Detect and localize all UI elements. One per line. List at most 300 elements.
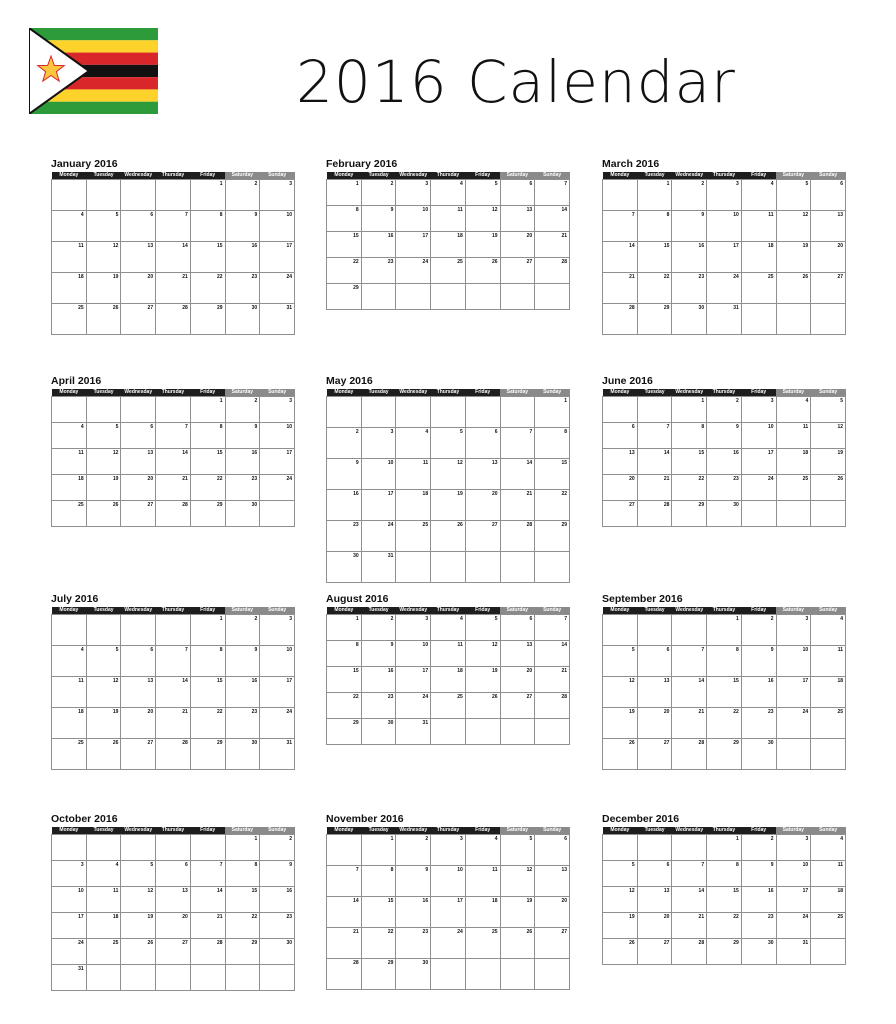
day-cell — [707, 739, 742, 770]
day-number: 13 — [663, 678, 670, 684]
day-cell — [811, 475, 846, 501]
week-row — [327, 641, 570, 667]
day-cell — [603, 677, 638, 708]
day-number: 15 — [216, 678, 223, 684]
day-number: 23 — [251, 476, 258, 482]
day-number: 9 — [254, 424, 258, 430]
weekday-header: Monday — [603, 389, 638, 397]
day-cell — [190, 615, 225, 646]
weekday-header: Friday — [190, 607, 225, 615]
week-row — [327, 835, 570, 866]
day-cell — [637, 939, 672, 965]
week-row — [52, 646, 295, 677]
day-cell — [707, 242, 742, 273]
day-number: 28 — [561, 694, 567, 700]
day-number: 29 — [387, 960, 394, 966]
week-row — [603, 242, 846, 273]
day-number: 14 — [629, 243, 635, 249]
day-number: 7 — [666, 424, 670, 430]
month-calendar — [602, 375, 846, 527]
day-number: 17 — [767, 450, 774, 456]
day-cell — [86, 615, 121, 646]
day-number: 20 — [526, 668, 533, 674]
day-number: 27 — [663, 940, 670, 946]
day-number: 6 — [185, 862, 188, 868]
day-cell — [121, 939, 156, 965]
week-row — [52, 965, 295, 991]
day-cell — [500, 693, 535, 719]
weekday-header: Saturday — [776, 172, 811, 180]
day-cell — [811, 180, 846, 211]
month-calendar — [326, 593, 570, 745]
day-cell — [707, 887, 742, 913]
day-cell — [225, 646, 260, 677]
day-cell — [396, 641, 431, 667]
day-cell — [190, 397, 225, 423]
day-cell — [672, 273, 707, 304]
day-cell — [52, 211, 87, 242]
day-number: 9 — [770, 862, 774, 868]
month-calendar — [51, 158, 295, 335]
day-cell — [776, 304, 811, 335]
weekday-header: Saturday — [776, 607, 811, 615]
day-cell — [465, 615, 500, 641]
day-cell — [672, 397, 707, 423]
day-number: 25 — [457, 259, 463, 265]
day-cell — [86, 965, 121, 991]
month-table — [326, 827, 570, 990]
day-cell — [86, 913, 121, 939]
day-cell — [431, 641, 466, 667]
day-cell — [327, 719, 362, 745]
day-cell — [672, 739, 707, 770]
day-cell — [190, 273, 225, 304]
day-cell — [431, 835, 466, 866]
day-cell — [190, 423, 225, 449]
week-row — [52, 180, 295, 211]
day-cell — [156, 449, 191, 475]
day-number: 3 — [736, 181, 739, 187]
day-cell — [672, 677, 707, 708]
day-cell — [86, 939, 121, 965]
week-row — [603, 835, 846, 861]
day-cell — [741, 242, 776, 273]
month-title: July 2016 — [51, 593, 99, 605]
day-cell — [260, 708, 295, 739]
day-number: 24 — [767, 476, 774, 482]
month-title: May 2016 — [326, 375, 373, 387]
day-number: 28 — [353, 960, 359, 966]
week-row — [327, 459, 570, 490]
day-number: 27 — [147, 502, 154, 508]
day-cell — [603, 211, 638, 242]
day-number: 15 — [216, 243, 223, 249]
day-cell — [637, 423, 672, 449]
day-number: 31 — [802, 940, 809, 946]
day-cell — [52, 449, 87, 475]
weekday-header: Friday — [741, 172, 776, 180]
day-cell — [225, 242, 260, 273]
day-cell — [86, 861, 121, 887]
day-number: 3 — [805, 836, 809, 842]
day-number: 10 — [457, 867, 463, 873]
day-cell — [637, 835, 672, 861]
day-cell — [156, 180, 191, 211]
day-cell — [156, 242, 191, 273]
day-cell — [707, 861, 742, 887]
day-cell — [396, 667, 431, 693]
day-number: 7 — [185, 212, 188, 218]
day-number: 8 — [564, 429, 567, 435]
day-cell — [52, 739, 87, 770]
day-number: 22 — [733, 914, 739, 920]
weekday-header: Wednesday — [396, 389, 431, 397]
weekday-header: Saturday — [225, 827, 260, 835]
day-number: 26 — [112, 502, 119, 508]
day-cell — [707, 646, 742, 677]
day-cell — [396, 928, 431, 959]
day-cell — [672, 835, 707, 861]
week-row — [52, 835, 295, 861]
weekday-header: Tuesday — [637, 827, 672, 835]
day-cell — [637, 242, 672, 273]
week-row — [603, 939, 846, 965]
day-number: 15 — [698, 450, 705, 456]
day-cell — [465, 258, 500, 284]
month-table — [51, 389, 295, 527]
day-cell — [431, 428, 466, 459]
day-cell — [260, 180, 295, 211]
day-number: 19 — [802, 243, 809, 249]
week-row — [327, 490, 570, 521]
day-cell — [361, 615, 396, 641]
day-number: 23 — [251, 274, 258, 280]
day-cell — [121, 615, 156, 646]
day-number: 19 — [629, 914, 635, 920]
day-cell — [431, 866, 466, 897]
day-number: 15 — [733, 678, 739, 684]
day-number: 13 — [526, 642, 533, 648]
day-cell — [327, 180, 362, 206]
week-row — [603, 180, 846, 211]
weekday-header: Saturday — [500, 172, 535, 180]
month-title: March 2016 — [602, 158, 660, 170]
day-number: 23 — [422, 929, 429, 935]
day-number: 10 — [78, 888, 84, 894]
weekday-header: Tuesday — [361, 827, 396, 835]
day-cell — [260, 646, 295, 677]
day-number: 20 — [147, 476, 154, 482]
day-number: 15 — [353, 668, 359, 674]
day-number: 31 — [387, 553, 394, 559]
month-table — [326, 607, 570, 745]
day-number: 30 — [286, 940, 292, 946]
day-cell — [500, 284, 535, 310]
day-cell — [535, 667, 570, 693]
day-cell — [225, 861, 260, 887]
day-number: 7 — [701, 647, 705, 653]
day-number: 28 — [182, 305, 188, 311]
day-number: 17 — [422, 668, 429, 674]
day-cell — [741, 913, 776, 939]
day-cell — [396, 459, 431, 490]
weekday-header: Tuesday — [637, 607, 672, 615]
day-cell — [190, 939, 225, 965]
day-cell — [225, 397, 260, 423]
day-number: 22 — [733, 709, 739, 715]
weekday-header: Monday — [327, 389, 362, 397]
day-cell — [190, 180, 225, 211]
day-cell — [225, 677, 260, 708]
weekday-header: Friday — [465, 389, 500, 397]
day-cell — [361, 459, 396, 490]
weekday-header: Tuesday — [86, 172, 121, 180]
day-cell — [431, 897, 466, 928]
day-number: 17 — [422, 233, 429, 239]
day-cell — [260, 615, 295, 646]
day-cell — [396, 180, 431, 206]
weekday-header: Thursday — [707, 389, 742, 397]
day-number: 4 — [460, 181, 463, 187]
day-cell — [637, 913, 672, 939]
day-number: 17 — [286, 678, 292, 684]
day-cell — [327, 552, 362, 583]
day-number: 22 — [353, 259, 359, 265]
day-cell — [776, 646, 811, 677]
week-row — [52, 739, 295, 770]
day-cell — [637, 475, 672, 501]
day-cell — [707, 939, 742, 965]
month-calendar — [602, 593, 846, 770]
week-row — [327, 232, 570, 258]
weekday-header: Sunday — [260, 607, 295, 615]
day-cell — [465, 521, 500, 552]
day-cell — [396, 490, 431, 521]
day-cell — [431, 258, 466, 284]
day-number: 22 — [251, 914, 258, 920]
day-cell — [500, 897, 535, 928]
day-cell — [707, 397, 742, 423]
day-cell — [603, 913, 638, 939]
day-number: 9 — [254, 647, 258, 653]
day-cell — [52, 677, 87, 708]
day-cell — [225, 273, 260, 304]
day-cell — [327, 641, 362, 667]
day-cell — [52, 180, 87, 211]
weekday-header: Tuesday — [637, 389, 672, 397]
day-number: 9 — [425, 867, 429, 873]
day-number: 25 — [837, 914, 843, 920]
day-number: 12 — [457, 460, 463, 466]
weekday-header: Friday — [190, 172, 225, 180]
day-number: 5 — [115, 647, 119, 653]
day-cell — [361, 641, 396, 667]
day-number: 22 — [698, 476, 705, 482]
day-cell — [603, 646, 638, 677]
day-cell — [190, 887, 225, 913]
day-cell — [465, 641, 500, 667]
day-cell — [86, 397, 121, 423]
day-cell — [361, 428, 396, 459]
day-number: 11 — [837, 647, 843, 653]
day-number: 27 — [491, 522, 498, 528]
day-cell — [52, 304, 87, 335]
weekday-header: Saturday — [776, 389, 811, 397]
day-cell — [431, 959, 466, 990]
day-number: 21 — [561, 233, 567, 239]
day-cell — [431, 206, 466, 232]
day-cell — [86, 304, 121, 335]
month-title: December 2016 — [602, 813, 680, 825]
week-row — [327, 959, 570, 990]
day-cell — [327, 835, 362, 866]
day-number: 20 — [663, 914, 670, 920]
month-table — [51, 172, 295, 335]
day-number: 9 — [254, 212, 258, 218]
day-number: 5 — [631, 862, 635, 868]
day-number: 25 — [422, 522, 429, 528]
day-cell — [361, 928, 396, 959]
day-cell — [535, 521, 570, 552]
weekday-header: Saturday — [500, 607, 535, 615]
day-number: 30 — [387, 720, 394, 726]
day-cell — [465, 428, 500, 459]
day-number: 4 — [460, 616, 463, 622]
weekday-header: Monday — [327, 172, 362, 180]
day-number: 4 — [805, 398, 809, 404]
day-number: 15 — [663, 243, 670, 249]
day-cell — [327, 490, 362, 521]
week-row — [327, 521, 570, 552]
day-cell — [535, 866, 570, 897]
day-cell — [396, 866, 431, 897]
day-number: 10 — [286, 212, 292, 218]
day-number: 2 — [355, 429, 359, 435]
day-number: 7 — [564, 181, 567, 187]
day-cell — [776, 397, 811, 423]
day-cell — [465, 866, 500, 897]
day-cell — [672, 180, 707, 211]
weekday-header: Thursday — [156, 607, 191, 615]
day-number: 27 — [663, 740, 670, 746]
day-cell — [707, 501, 742, 527]
day-number: 2 — [390, 181, 394, 187]
day-number: 29 — [216, 502, 223, 508]
day-number: 8 — [219, 424, 223, 430]
day-number: 1 — [355, 616, 359, 622]
day-cell — [121, 913, 156, 939]
day-cell — [535, 180, 570, 206]
weekday-header: Sunday — [535, 827, 570, 835]
week-row — [603, 739, 846, 770]
day-cell — [603, 397, 638, 423]
day-cell — [190, 304, 225, 335]
day-cell — [225, 423, 260, 449]
day-number: 11 — [78, 450, 84, 456]
day-cell — [535, 897, 570, 928]
day-cell — [603, 861, 638, 887]
day-cell — [672, 939, 707, 965]
day-number: 4 — [80, 424, 84, 430]
weekday-header: Monday — [52, 827, 87, 835]
day-cell — [156, 501, 191, 527]
day-number: 12 — [112, 243, 119, 249]
day-number: 29 — [698, 502, 705, 508]
day-number: 1 — [219, 616, 223, 622]
week-row — [52, 501, 295, 527]
day-cell — [535, 258, 570, 284]
day-cell — [637, 211, 672, 242]
day-cell — [396, 835, 431, 866]
day-cell — [500, 928, 535, 959]
day-number: 19 — [837, 450, 843, 456]
day-number: 8 — [219, 212, 223, 218]
day-number: 26 — [457, 522, 463, 528]
day-cell — [260, 739, 295, 770]
day-number: 1 — [219, 398, 223, 404]
day-cell — [535, 428, 570, 459]
day-cell — [603, 501, 638, 527]
day-cell — [361, 490, 396, 521]
day-number: 16 — [767, 888, 774, 894]
day-cell — [190, 646, 225, 677]
day-cell — [327, 615, 362, 641]
day-cell — [465, 719, 500, 745]
day-cell — [707, 615, 742, 646]
day-number: 24 — [802, 914, 809, 920]
day-number: 13 — [561, 867, 567, 873]
week-row — [52, 475, 295, 501]
day-cell — [603, 423, 638, 449]
day-number: 3 — [289, 616, 292, 622]
weekday-header: Friday — [741, 607, 776, 615]
day-number: 4 — [840, 616, 843, 622]
day-cell — [603, 739, 638, 770]
day-cell — [260, 242, 295, 273]
day-cell — [776, 423, 811, 449]
day-cell — [776, 708, 811, 739]
day-cell — [603, 835, 638, 861]
day-number: 24 — [78, 940, 84, 946]
day-number: 21 — [561, 668, 567, 674]
week-row — [327, 284, 570, 310]
day-number: 1 — [564, 398, 567, 404]
day-number: 10 — [422, 642, 429, 648]
day-number: 4 — [840, 836, 843, 842]
day-cell — [86, 835, 121, 861]
day-cell — [535, 284, 570, 310]
day-cell — [776, 449, 811, 475]
day-number: 2 — [254, 398, 258, 404]
day-cell — [190, 835, 225, 861]
day-number: 19 — [526, 898, 533, 904]
day-cell — [707, 677, 742, 708]
week-row — [52, 708, 295, 739]
day-cell — [637, 501, 672, 527]
day-cell — [121, 180, 156, 211]
day-cell — [86, 677, 121, 708]
day-cell — [121, 708, 156, 739]
day-number: 30 — [767, 740, 774, 746]
day-number: 10 — [802, 647, 809, 653]
day-cell — [121, 887, 156, 913]
day-cell — [327, 667, 362, 693]
day-cell — [465, 835, 500, 866]
weekday-header: Monday — [603, 607, 638, 615]
day-cell — [361, 521, 396, 552]
day-cell — [327, 206, 362, 232]
day-number: 1 — [390, 836, 394, 842]
